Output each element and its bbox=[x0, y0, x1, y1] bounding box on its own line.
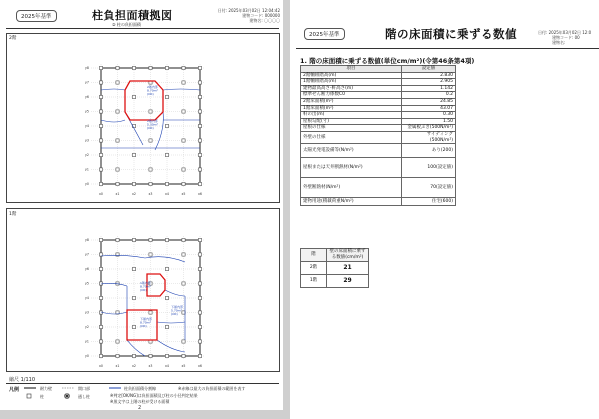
legend-judge-note: ※判定[OK/NG]は負担面積及び柱の小径判定結果 bbox=[110, 393, 198, 398]
column-mark bbox=[165, 124, 168, 127]
y-tick-label: y3 bbox=[85, 310, 89, 315]
column-mark bbox=[99, 168, 102, 171]
x-tick-label: x6 bbox=[198, 364, 202, 368]
meta-name: 建物名: 〇〇〇〇 bbox=[249, 18, 280, 23]
column-mark bbox=[132, 153, 135, 156]
row-factor: 29 bbox=[327, 275, 369, 288]
column-mark bbox=[132, 354, 135, 357]
legend-opening: 開口部 bbox=[78, 386, 90, 391]
cell-item: 2階床面積(m²) bbox=[301, 98, 402, 105]
cell-value: あり(200) bbox=[402, 144, 456, 158]
scale-text: 縮尺 1/110 bbox=[9, 377, 35, 383]
column-mark bbox=[99, 282, 102, 285]
column-mark bbox=[99, 354, 102, 357]
cell-item: 標準せん断力係数C0 bbox=[301, 92, 402, 99]
table-header-row bbox=[301, 66, 456, 73]
meta-name-right: 建物名: bbox=[552, 40, 566, 45]
page-subtitle: ② 柱の負担面積 bbox=[112, 22, 141, 27]
column-mark bbox=[132, 238, 135, 241]
x-tick-label: x3 bbox=[148, 192, 153, 196]
column-mark bbox=[198, 296, 201, 299]
column-mark bbox=[149, 168, 152, 171]
result-header-row bbox=[301, 249, 369, 262]
column-mark bbox=[99, 267, 102, 270]
legend-rule bbox=[6, 383, 279, 384]
result-table bbox=[300, 248, 369, 288]
column-mark bbox=[116, 168, 119, 171]
table-row bbox=[301, 125, 456, 132]
cell-value: 2.830 bbox=[402, 72, 456, 79]
y-tick-label: y4 bbox=[85, 124, 89, 128]
area-label-2a: 2階内部 8.70m² (OK) bbox=[147, 85, 158, 96]
division-line bbox=[101, 120, 125, 122]
page-title-right: 階の床面積に乗ずる数値 bbox=[385, 27, 517, 41]
cell-item: 軒の出(m) bbox=[301, 112, 402, 119]
column-mark bbox=[182, 66, 185, 69]
column-mark bbox=[198, 182, 201, 185]
cell-item: 建物用途(積載荷重N/m²) bbox=[301, 198, 402, 206]
page-title: 柱負担面積拠図 bbox=[92, 9, 173, 22]
cell-value: 24.85 bbox=[402, 98, 456, 105]
cell-item: 建物最高高さ-軒高さ(m) bbox=[301, 85, 402, 92]
area-label-2b: 2階内部 5.30m² (OK) bbox=[147, 119, 158, 130]
division-line bbox=[101, 283, 127, 286]
header-rule-right bbox=[296, 48, 599, 49]
column-mark bbox=[149, 182, 152, 185]
legend-red-note: ※赤線は最大の負担面積の範囲を表す bbox=[178, 386, 246, 391]
column-mark bbox=[149, 110, 152, 113]
y-tick-label: y6 bbox=[85, 267, 89, 271]
page-column-area bbox=[0, 0, 283, 410]
floor2-grid bbox=[85, 64, 204, 196]
table-row bbox=[301, 131, 456, 143]
meta-code: 建物コード: 000000 bbox=[242, 13, 280, 18]
table-row bbox=[301, 112, 456, 119]
cell-item: 屋根の仕様 bbox=[301, 125, 402, 132]
division-line bbox=[101, 312, 127, 314]
y-tick-label: y0 bbox=[85, 354, 89, 358]
legend-black-note: ※黒文字は上階の柱が受ける面積 bbox=[110, 399, 170, 404]
column-mark bbox=[198, 168, 201, 171]
settings-table bbox=[300, 65, 456, 206]
cell-value: 43.07 bbox=[402, 105, 456, 112]
table-row bbox=[301, 178, 456, 198]
column-mark bbox=[99, 325, 102, 328]
cell-item: 屋根勾配(寸) bbox=[301, 118, 402, 125]
column-mark bbox=[99, 124, 102, 127]
floor2-label: 2階 bbox=[9, 36, 17, 41]
column-mark bbox=[198, 110, 201, 113]
table-row bbox=[301, 85, 456, 92]
column-mark bbox=[165, 66, 168, 69]
column-mark bbox=[182, 253, 185, 256]
page-number: 2 bbox=[138, 405, 142, 411]
y-tick-label: y2 bbox=[85, 153, 89, 157]
column-mark bbox=[198, 354, 201, 357]
table-row bbox=[301, 144, 456, 158]
y-tick-label: y4 bbox=[85, 296, 89, 300]
cell-value: サイディング(500N/m²) bbox=[402, 131, 456, 143]
table-row bbox=[301, 158, 456, 178]
column-mark bbox=[182, 110, 185, 113]
column-mark bbox=[149, 354, 152, 357]
cell-value: 100(設定値) bbox=[402, 158, 456, 178]
column-mark bbox=[99, 340, 102, 343]
division-line bbox=[155, 112, 163, 150]
y-tick-label: y1 bbox=[85, 167, 89, 172]
table-row bbox=[301, 79, 456, 86]
column-mark bbox=[182, 282, 185, 285]
column-mark bbox=[165, 95, 168, 98]
column-mark bbox=[116, 340, 119, 343]
y-tick-label: y3 bbox=[85, 138, 89, 143]
cell-value: 0.30 bbox=[402, 112, 456, 119]
y-tick-label: y1 bbox=[85, 339, 89, 344]
area-label-1a: 1階内部 8.70m² (OK) bbox=[140, 281, 151, 292]
division-line bbox=[127, 340, 145, 356]
y-tick-label: y7 bbox=[85, 252, 89, 257]
column-mark bbox=[132, 95, 135, 98]
row-factor: 21 bbox=[327, 262, 369, 275]
header-floor: 階 bbox=[301, 249, 327, 262]
cell-value: 1.50 bbox=[402, 118, 456, 125]
column-mark bbox=[116, 238, 119, 241]
legend-through-column: 通し柱 bbox=[78, 394, 90, 399]
x-tick-label: x3 bbox=[148, 364, 153, 368]
column-mark bbox=[182, 168, 185, 171]
cell-item: 外壁の仕様 bbox=[301, 131, 402, 143]
column-mark bbox=[165, 267, 168, 270]
column-mark bbox=[116, 66, 119, 69]
column-mark bbox=[149, 253, 152, 256]
column-mark bbox=[99, 153, 102, 156]
table-row bbox=[301, 92, 456, 99]
column-mark bbox=[182, 340, 185, 343]
column-mark bbox=[182, 81, 185, 84]
cell-value: 金属板ぶき(500N/m²) bbox=[402, 125, 456, 132]
division-line-swatch bbox=[108, 385, 122, 391]
y-tick-label: y5 bbox=[85, 281, 89, 286]
page-floor-factor bbox=[290, 0, 599, 419]
x-tick-label: x1 bbox=[115, 364, 120, 368]
x-tick-label: x6 bbox=[198, 192, 202, 196]
column-mark bbox=[198, 124, 201, 127]
column-mark bbox=[182, 182, 185, 185]
y-tick-label: y8 bbox=[85, 238, 89, 242]
section-title: 1. 階の床面積に乗ずる数値(単位cm/m²)(令第46条第4項) bbox=[300, 57, 475, 65]
through-column-mark bbox=[66, 395, 69, 398]
floor1-plan bbox=[85, 232, 205, 370]
legend-swatches bbox=[22, 385, 122, 401]
floor2-plan bbox=[85, 60, 205, 200]
standard-badge-right: 2025年基準 bbox=[304, 28, 345, 40]
x-tick-label: x2 bbox=[132, 364, 136, 368]
x-tick-label: x5 bbox=[181, 364, 186, 368]
column-mark bbox=[182, 354, 185, 357]
table-row bbox=[301, 98, 456, 105]
division-line bbox=[165, 290, 185, 296]
column-mark bbox=[132, 182, 135, 185]
floor1-grid bbox=[85, 236, 204, 368]
y-tick-label: y8 bbox=[85, 66, 89, 70]
meta-info-right bbox=[538, 30, 597, 45]
legend-column: 柱 bbox=[40, 394, 44, 399]
x-tick-label: x0 bbox=[99, 364, 103, 368]
column-mark bbox=[99, 139, 102, 142]
cell-value: 70(設定値) bbox=[402, 178, 456, 198]
column-mark bbox=[198, 253, 201, 256]
column-mark bbox=[198, 81, 201, 84]
column-mark bbox=[198, 340, 201, 343]
column-mark bbox=[99, 66, 102, 69]
table-row bbox=[301, 118, 456, 125]
header-factor: 壁の床面積に乗ずる数値(cm/m²) bbox=[327, 249, 369, 262]
cell-value: 1.142 bbox=[402, 85, 456, 92]
column-mark bbox=[116, 81, 119, 84]
area-label-1c: 下屋内部 5.70m² (OK) bbox=[171, 305, 184, 316]
column-mark bbox=[99, 182, 102, 185]
x-tick-label: x1 bbox=[115, 192, 120, 196]
table-row bbox=[301, 262, 369, 275]
column-mark bbox=[198, 66, 201, 69]
column-mark bbox=[165, 153, 168, 156]
column-swatch bbox=[27, 394, 31, 398]
column-mark bbox=[99, 238, 102, 241]
y-tick-label: y2 bbox=[85, 325, 89, 329]
column-mark bbox=[165, 182, 168, 185]
row-floor: 1階 bbox=[301, 275, 327, 288]
legend-wall: 耐力壁 bbox=[40, 386, 52, 391]
y-tick-label: y7 bbox=[85, 80, 89, 85]
column-mark bbox=[99, 95, 102, 98]
x-tick-label: x2 bbox=[132, 192, 136, 196]
y-tick-label: y5 bbox=[85, 109, 89, 114]
column-mark bbox=[165, 238, 168, 241]
meta-date: 日付: 2025年03月02日 12:04:42 bbox=[217, 8, 280, 13]
column-mark bbox=[165, 354, 168, 357]
column-mark bbox=[149, 311, 152, 314]
cell-item: 2階軸組階高(m) bbox=[301, 72, 402, 79]
column-mark bbox=[99, 110, 102, 113]
column-mark bbox=[116, 139, 119, 142]
column-mark bbox=[165, 296, 168, 299]
y-tick-label: y6 bbox=[85, 95, 89, 99]
column-mark bbox=[165, 325, 168, 328]
area-label-1b: 下屋内部 8.70m² (OK) bbox=[140, 317, 153, 328]
cell-item: 屋根または天井断熱材(N/m²) bbox=[301, 158, 402, 178]
column-mark bbox=[132, 66, 135, 69]
division-line bbox=[101, 255, 145, 258]
column-mark bbox=[198, 325, 201, 328]
column-mark bbox=[198, 311, 201, 314]
y-tick-label: y0 bbox=[85, 182, 89, 186]
column-mark bbox=[99, 296, 102, 299]
column-mark bbox=[198, 267, 201, 270]
column-mark bbox=[198, 238, 201, 241]
column-mark bbox=[132, 325, 135, 328]
column-mark bbox=[149, 238, 152, 241]
x-tick-label: x5 bbox=[181, 192, 186, 196]
cell-value: 2.905 bbox=[402, 79, 456, 86]
row-floor: 2階 bbox=[301, 262, 327, 275]
cell-item: 1階軸組階高(m) bbox=[301, 79, 402, 86]
column-mark bbox=[182, 238, 185, 241]
column-mark bbox=[132, 267, 135, 270]
legend-title: 凡例 bbox=[9, 387, 20, 393]
column-mark bbox=[182, 311, 185, 314]
table-row bbox=[301, 72, 456, 79]
column-mark bbox=[116, 182, 119, 185]
column-mark bbox=[149, 139, 152, 142]
cell-item: 外壁断熱材(N/m²) bbox=[301, 178, 402, 198]
division-line bbox=[101, 89, 125, 90]
cell-value: 住宅(600) bbox=[402, 198, 456, 206]
column-mark bbox=[198, 139, 201, 142]
table-row bbox=[301, 105, 456, 112]
cell-item: 太陽光発電設備等(N/m²) bbox=[301, 144, 402, 158]
standard-badge: 2025年基準 bbox=[16, 10, 57, 22]
table-row bbox=[301, 198, 456, 206]
header-value: 設定値 bbox=[402, 66, 456, 73]
division-line bbox=[157, 322, 185, 323]
cell-item: 1階床面積(m²) bbox=[301, 105, 402, 112]
x-tick-label: x0 bbox=[99, 192, 103, 196]
column-mark bbox=[198, 95, 201, 98]
column-mark bbox=[182, 139, 185, 142]
division-line bbox=[163, 89, 200, 90]
meta-info bbox=[218, 8, 280, 23]
column-mark bbox=[149, 66, 152, 69]
cell-value: 0.2 bbox=[402, 92, 456, 99]
meta-code-right: 建物コード: 00 bbox=[552, 35, 580, 40]
header-rule bbox=[6, 28, 279, 29]
column-mark bbox=[116, 354, 119, 357]
division-line bbox=[145, 257, 185, 262]
legend-division-line: 柱負担面積分割線 bbox=[124, 386, 156, 391]
column-mark bbox=[132, 296, 135, 299]
division-line bbox=[157, 340, 185, 352]
column-mark bbox=[198, 282, 201, 285]
meta-date-right: 日付: 2025年03月02日 12:0 bbox=[538, 30, 592, 35]
x-tick-label: x4 bbox=[165, 192, 169, 196]
column-mark bbox=[198, 153, 201, 156]
floor1-label: 1階 bbox=[9, 212, 17, 217]
table-row bbox=[301, 275, 369, 288]
column-mark bbox=[99, 81, 102, 84]
column-mark bbox=[116, 110, 119, 113]
x-tick-label: x4 bbox=[165, 364, 169, 368]
header-item: 項目 bbox=[301, 66, 402, 73]
